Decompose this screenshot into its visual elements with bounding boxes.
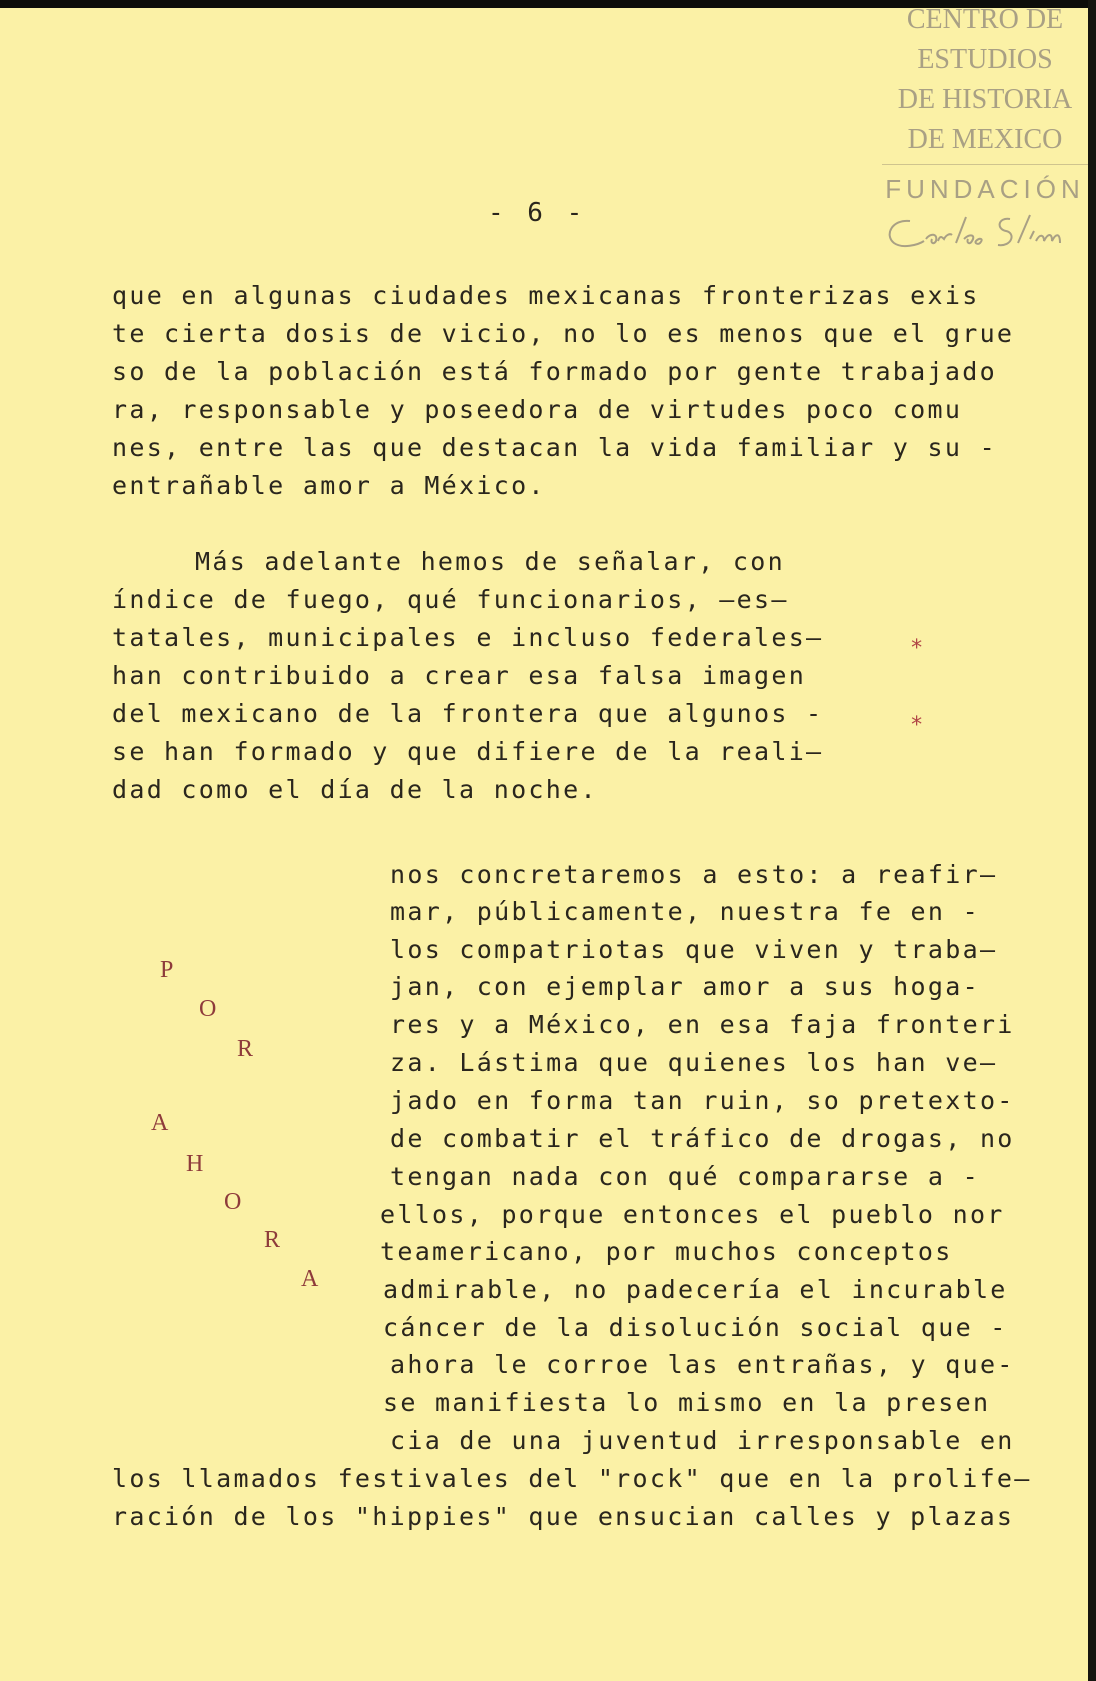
asterisk-mark: * <box>910 713 924 738</box>
paragraph-line: ahora le corroe las entrañas, y que- <box>390 1350 1015 1379</box>
watermark-fundacion: FUNDACIÓN <box>885 174 1085 204</box>
paragraph-line: res y a México, en esa faja fronteri <box>390 1010 1015 1039</box>
margin-letter: A <box>301 1266 319 1292</box>
paragraph-line: ración de los "hippies" que ensucian calles y plazas <box>112 1502 1015 1531</box>
watermark-divider <box>882 164 1088 165</box>
paragraph-line: teamericano, por muchos conceptos <box>380 1237 953 1266</box>
watermark-line: CENTRO DE <box>906 4 1064 35</box>
archive-watermark <box>876 0 1094 268</box>
paragraph-line: jado en forma tan ruin, so pretexto- <box>390 1086 1015 1115</box>
paragraph-line: de combatir el tráfico de drogas, no <box>390 1124 1015 1153</box>
paragraph-line: za. Lástima que quienes los han ve— <box>390 1048 998 1077</box>
margin-letter: H <box>186 1151 204 1177</box>
asterisk-mark: * <box>910 636 924 661</box>
paragraph-line: dad como el día de la noche. <box>112 775 598 804</box>
margin-letter: O <box>199 996 217 1022</box>
paragraph-line: so de la población está formado por gente trabajado <box>112 357 997 386</box>
paragraph-line: índice de fuego, qué funcionarios, —es— <box>112 585 789 614</box>
margin-letter: O <box>224 1189 242 1215</box>
paragraph-line: nos concretaremos a esto: a reafir— <box>390 860 998 889</box>
signature-logo <box>876 209 1094 253</box>
paragraph-line: cia de una juventud irresponsable en <box>390 1426 1015 1455</box>
paragraph-line: ra, responsable y poseedora de virtudes poco comu <box>112 395 963 424</box>
margin-letter: R <box>264 1227 281 1253</box>
watermark-line: DE MEXICO <box>907 124 1063 155</box>
paragraph-line: entrañable amor a México. <box>112 471 546 500</box>
paragraph-line: admirable, no padecería el incurable <box>383 1275 1008 1304</box>
paragraph-line: ellos, porque entonces el pueblo nor <box>380 1200 1005 1229</box>
paragraph-line: han contribuido a crear esa falsa imagen <box>112 661 807 690</box>
page-number: - 6 - <box>488 198 587 228</box>
paragraph-line: nes, entre las que destacan la vida familiar y su - <box>112 433 997 462</box>
paragraph-line: los llamados festivales del "rock" que en la prolife— <box>112 1464 1032 1493</box>
paragraph-line: te cierta dosis de vicio, no lo es menos que el grue <box>112 319 1015 348</box>
paragraph-line: Más adelante hemos de señalar, con <box>195 547 785 576</box>
margin-letter: P <box>160 957 174 983</box>
paragraph-line: mar, públicamente, nuestra fe en - <box>390 897 980 926</box>
watermark-line: DE HISTORIA <box>897 84 1073 115</box>
margin-letter: R <box>237 1036 254 1062</box>
watermark-line: ESTUDIOS <box>917 44 1053 75</box>
margin-letter: A <box>151 1110 169 1136</box>
paragraph-line: se manifiesta lo mismo en la presen <box>383 1388 991 1417</box>
paragraph-line: tengan nada con qué compararse a - <box>390 1162 980 1191</box>
paragraph-line: tatales, municipales e incluso federales— <box>112 623 824 652</box>
paragraph-line: jan, con ejemplar amor a sus hoga- <box>390 972 980 1001</box>
paragraph-line: que en algunas ciudades mexicanas fronterizas exis <box>112 281 980 310</box>
paragraph-line: se han formado y que difiere de la reali— <box>112 737 824 766</box>
paragraph-line: cáncer de la disolución social que - <box>383 1313 1008 1342</box>
paragraph-line: los compatriotas que viven y traba— <box>390 935 998 964</box>
paragraph-line: del mexicano de la frontera que algunos - <box>112 699 824 728</box>
